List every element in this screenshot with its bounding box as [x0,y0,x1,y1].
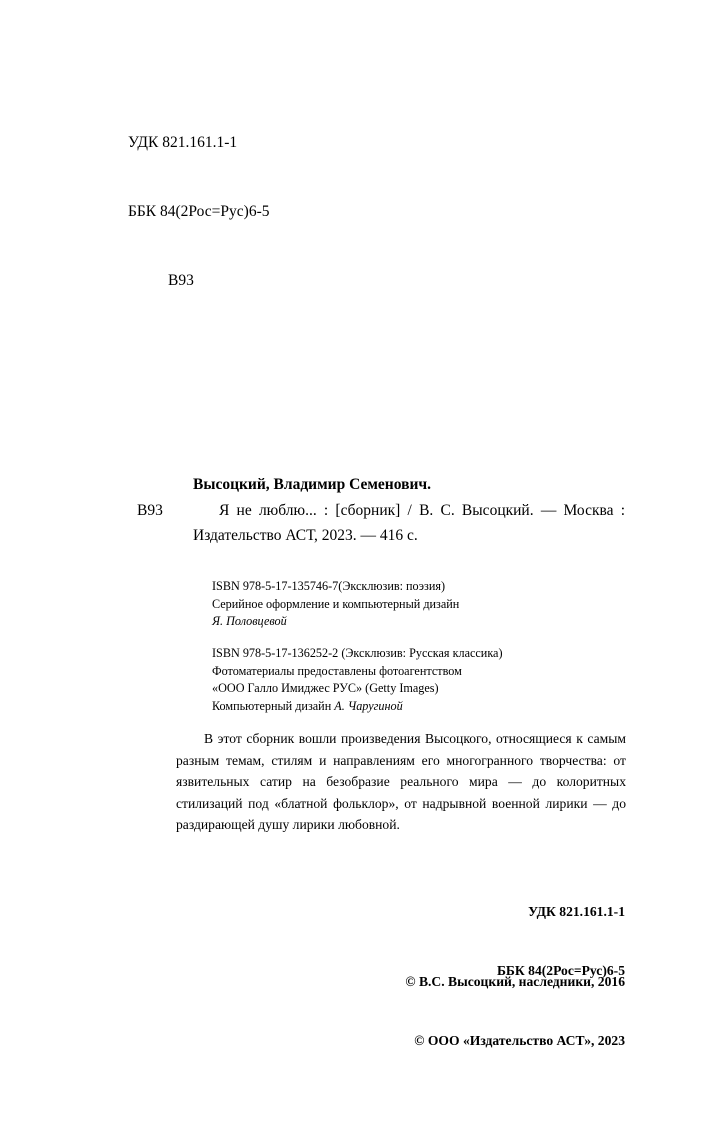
record-author: Высоцкий, Владимир Семенович. [193,476,431,493]
photo-credit-label: Фотоматериалы предоставлены фотоагентством [212,663,462,678]
series-design-name: Я. Половцевой [212,614,287,629]
photo-agency-name: «ООО Галло Имиджес РУС» (Getty Images) [212,681,439,696]
computer-design-label: Компьютерный дизайн [212,698,335,713]
record-description: Я не люблю... : [сборник] / В. С. Высоцкий. — Москва : Издательство АСТ, 2023. — 416 с. [193,502,625,544]
isbn-block-classics [212,645,627,715]
series-design-label: Серийное оформление и компьютерный дизайн [212,596,460,611]
bbk-code-top: ББК 84(2Рос=Рус)6-5 [128,203,270,220]
classification-block-top [128,85,270,338]
bbk-code-repeat: ББК 84(2Рос=Рус)6-5 [496,962,625,978]
copyright-line-publisher: © ООО «Издательство АСТ», 2023 [414,1032,625,1048]
computer-design-name: А. Чаругиной [334,698,403,713]
udk-code-repeat: УДК 821.161.1-1 [528,904,625,919]
copyright-block [325,933,625,1089]
record-cutter-number: В93 [137,502,163,519]
isbn-block-poetry [212,578,627,631]
cutter-number-top: В93 [168,272,194,289]
udk-code-top: УДК 821.161.1-1 [128,134,238,151]
isbn-poetry: ISBN 978-5-17-135746-7(Эксклюзив: поэзия) [212,579,446,593]
annotation-paragraph: В этот сборник вошли произведения Высоцкого, относящиеся к самым разным темам, стилям и направлениям его многогранного творчества: от язвительных сатир на безобразие реального мира — до колоритных стилизаций под «блатной фольклор», от надрывной военной лирики — до раздирающей душу лирики любовной. [176,731,626,832]
bibliographic-record [137,474,625,548]
copyright-line-author: © В.С. Высоцкий, наследники, 2016 [405,974,625,989]
isbn-classics: ISBN 978-5-17-136252-2 (Эксклюзив: Русская классика) [212,646,503,660]
record-body [137,498,625,548]
